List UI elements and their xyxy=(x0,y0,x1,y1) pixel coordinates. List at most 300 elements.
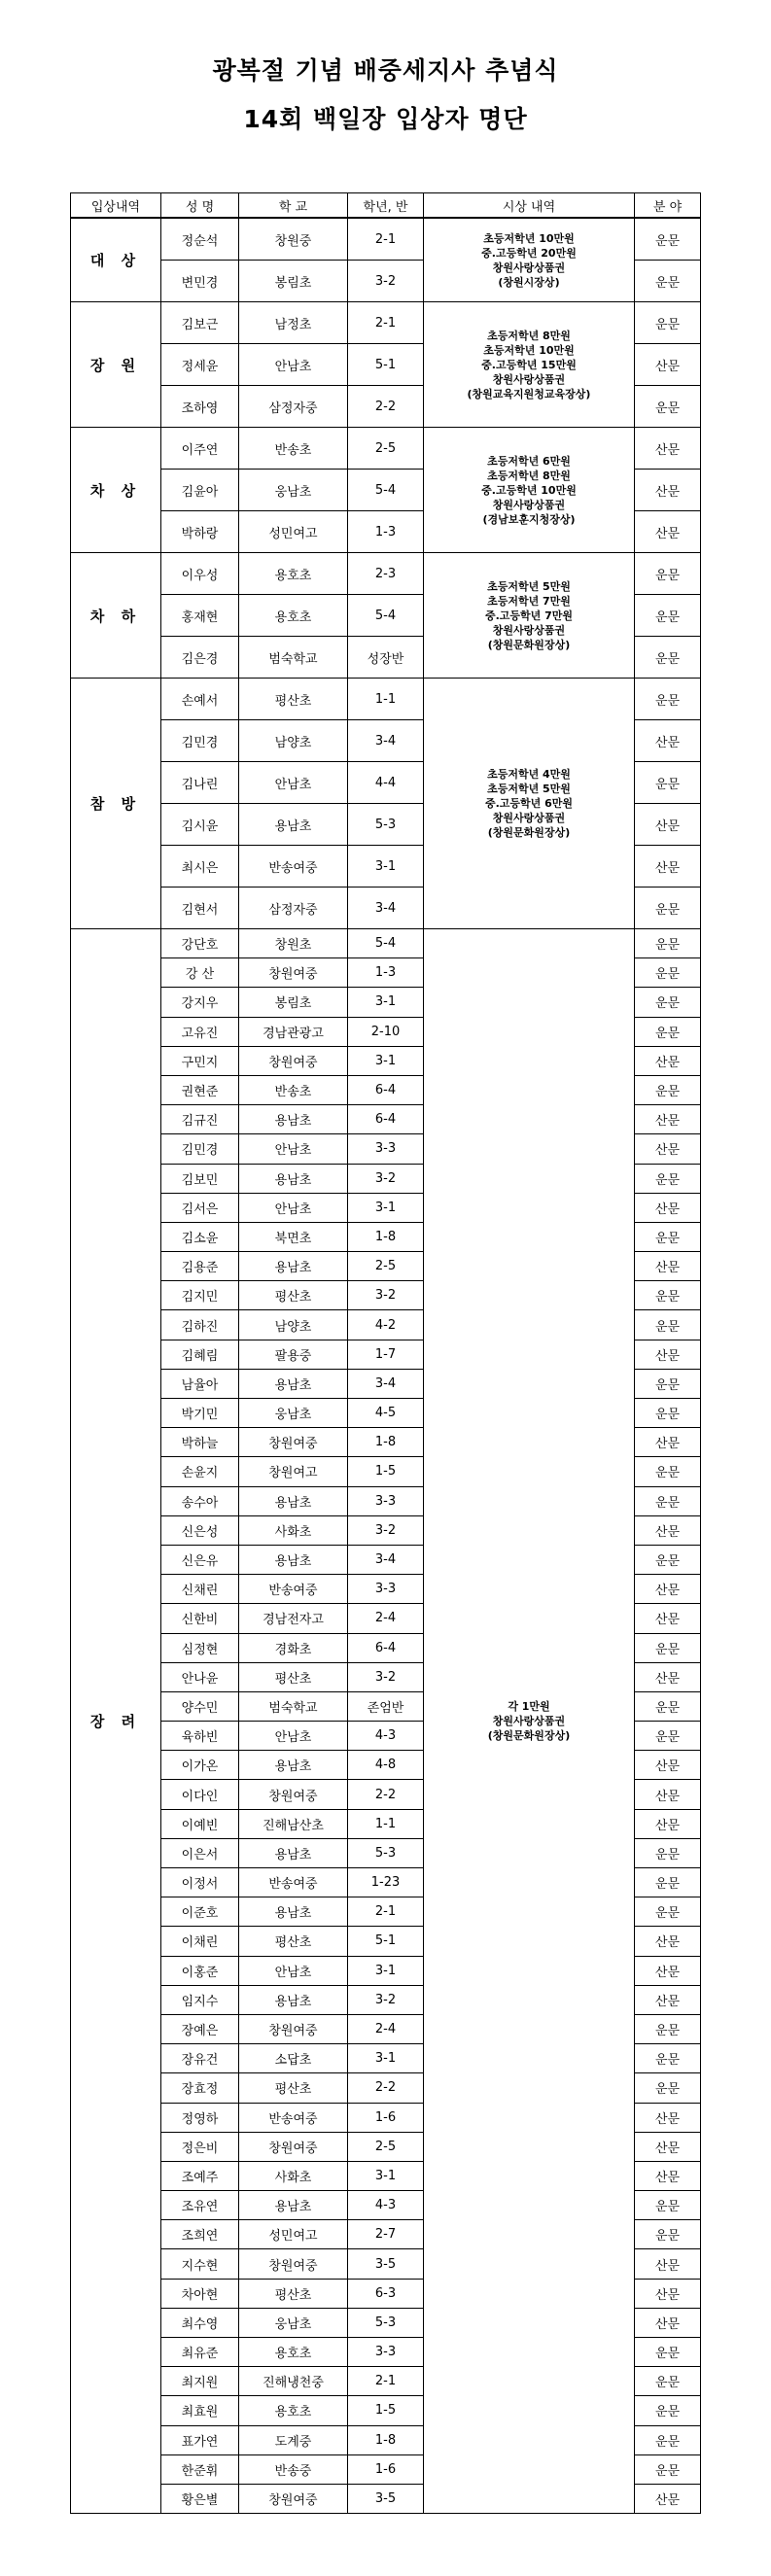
prize-line: (경남보훈지청장상) xyxy=(482,512,576,526)
school-name: 창원여중 xyxy=(239,2249,348,2279)
student-name: 이은서 xyxy=(161,1838,239,1867)
grade-class: 2-5 xyxy=(348,2132,424,2161)
school-name: 경화초 xyxy=(239,1633,348,1662)
prize-details xyxy=(424,428,635,553)
student-name: 김규진 xyxy=(161,1105,239,1134)
student-name: 구민지 xyxy=(161,1046,239,1075)
school-name: 창원여중 xyxy=(239,958,348,988)
grade-class: 3-2 xyxy=(348,1662,424,1691)
student-name: 송수아 xyxy=(161,1486,239,1515)
grade-class: 1-1 xyxy=(348,1809,424,1838)
grade-class: 4-3 xyxy=(348,1722,424,1751)
grade-class: 1-8 xyxy=(348,1428,424,1457)
school-name: 용남초 xyxy=(239,1486,348,1515)
school-name: 용남초 xyxy=(239,1164,348,1193)
writing-field: 운문 xyxy=(635,595,701,637)
student-name: 김은경 xyxy=(161,637,239,679)
school-name: 사화초 xyxy=(239,2161,348,2190)
student-name: 김현서 xyxy=(161,888,239,929)
grade-class: 2-10 xyxy=(348,1017,424,1046)
grade-class: 2-1 xyxy=(348,302,424,344)
school-name: 용남초 xyxy=(239,1751,348,1780)
writing-field: 산문 xyxy=(635,1751,701,1780)
writing-field: 산문 xyxy=(635,1956,701,1985)
grade-class: 4-2 xyxy=(348,1310,424,1340)
grade-class: 3-4 xyxy=(348,888,424,929)
school-name: 창원여중 xyxy=(239,1428,348,1457)
student-name: 김용준 xyxy=(161,1252,239,1281)
school-name: 용호초 xyxy=(239,595,348,637)
prize-line: 초등저학년 5만원 xyxy=(487,579,571,593)
grade-class: 3-5 xyxy=(348,2249,424,2279)
school-name: 범숙학교 xyxy=(239,1691,348,1721)
awards-table xyxy=(70,192,701,2514)
writing-field: 운문 xyxy=(635,1457,701,1486)
writing-field: 운문 xyxy=(635,637,701,679)
table-row xyxy=(71,302,701,344)
writing-field: 운문 xyxy=(635,1897,701,1927)
grade-class: 2-1 xyxy=(348,2367,424,2396)
school-name: 평산초 xyxy=(239,2073,348,2103)
student-name: 김소윤 xyxy=(161,1222,239,1251)
grade-class: 1-3 xyxy=(348,958,424,988)
student-name: 신한비 xyxy=(161,1604,239,1633)
writing-field: 운문 xyxy=(635,1545,701,1574)
school-name: 창원여중 xyxy=(239,1780,348,1809)
grade-class: 4-4 xyxy=(348,762,424,804)
student-name: 강 산 xyxy=(161,958,239,988)
school-name: 안남초 xyxy=(239,344,348,386)
grade-class: 6-4 xyxy=(348,1633,424,1662)
grade-class: 1-5 xyxy=(348,1457,424,1486)
grade-class: 2-2 xyxy=(348,2073,424,2103)
student-name: 장예은 xyxy=(161,2014,239,2043)
table-row xyxy=(71,553,701,595)
student-name: 김나린 xyxy=(161,762,239,804)
school-name: 안남초 xyxy=(239,762,348,804)
school-name: 경남관광고 xyxy=(239,1017,348,1046)
prize-line: 초등저학년 10만원 xyxy=(483,343,575,357)
school-name: 창원여중 xyxy=(239,2484,348,2513)
prize-details xyxy=(424,302,635,428)
student-name: 손윤지 xyxy=(161,1457,239,1486)
grade-class: 3-2 xyxy=(348,1281,424,1310)
writing-field: 산문 xyxy=(635,846,701,888)
writing-field: 운문 xyxy=(635,1281,701,1310)
writing-field: 운문 xyxy=(635,1868,701,1897)
writing-field: 운문 xyxy=(635,2396,701,2425)
grade-class: 2-4 xyxy=(348,1604,424,1633)
student-name: 홍재현 xyxy=(161,595,239,637)
writing-field: 산문 xyxy=(635,344,701,386)
grade-class: 3-3 xyxy=(348,1486,424,1515)
prize-line: 초등저학년 6만원 xyxy=(487,454,571,468)
school-name: 소답초 xyxy=(239,2044,348,2073)
grade-class: 3-4 xyxy=(348,720,424,762)
writing-field: 운문 xyxy=(635,1722,701,1751)
student-name: 한준휘 xyxy=(161,2454,239,2484)
school-name: 용남초 xyxy=(239,804,348,846)
student-name: 이가온 xyxy=(161,1751,239,1780)
writing-field: 운문 xyxy=(635,958,701,988)
writing-field: 산문 xyxy=(635,2132,701,2161)
grade-class: 3-3 xyxy=(348,2338,424,2367)
school-name: 반송중 xyxy=(239,2454,348,2484)
student-name: 심정현 xyxy=(161,1633,239,1662)
grade-class: 1-6 xyxy=(348,2103,424,2132)
grade-class: 1-7 xyxy=(348,1340,424,1369)
prize-line: 창원사랑상품권 xyxy=(492,623,566,637)
school-name: 용호초 xyxy=(239,553,348,595)
writing-field: 산문 xyxy=(635,2161,701,2190)
school-name: 평산초 xyxy=(239,1927,348,1956)
writing-field: 산문 xyxy=(635,2103,701,2132)
grade-class: 1-8 xyxy=(348,2425,424,2454)
header-prize: 시상 내역 xyxy=(424,193,635,219)
school-name: 평산초 xyxy=(239,2279,348,2308)
student-name: 임지수 xyxy=(161,1985,239,2014)
writing-field: 산문 xyxy=(635,511,701,553)
school-name: 용호초 xyxy=(239,2396,348,2425)
student-name: 이예빈 xyxy=(161,1809,239,1838)
writing-field: 산문 xyxy=(635,1662,701,1691)
award-category: 장 원 xyxy=(71,302,161,428)
writing-field: 운문 xyxy=(635,1075,701,1104)
school-name: 사화초 xyxy=(239,1515,348,1545)
school-name: 삼정자중 xyxy=(239,386,348,428)
writing-field: 운문 xyxy=(635,553,701,595)
writing-field: 운문 xyxy=(635,1310,701,1340)
school-name: 용호초 xyxy=(239,2338,348,2367)
student-name: 김보근 xyxy=(161,302,239,344)
school-name: 반송여중 xyxy=(239,1868,348,1897)
writing-field: 운문 xyxy=(635,2044,701,2073)
writing-field: 운문 xyxy=(635,1691,701,1721)
school-name: 안남초 xyxy=(239,1956,348,1985)
student-name: 김하진 xyxy=(161,1310,239,1340)
student-name: 김혜림 xyxy=(161,1340,239,1369)
writing-field: 운문 xyxy=(635,679,701,720)
grade-class: 6-3 xyxy=(348,2279,424,2308)
writing-field: 운문 xyxy=(635,2073,701,2103)
grade-class: 5-3 xyxy=(348,1838,424,1867)
writing-field: 운문 xyxy=(635,1164,701,1193)
school-name: 진해냉천중 xyxy=(239,2367,348,2396)
grade-class: 3-4 xyxy=(348,1545,424,1574)
award-category: 차 상 xyxy=(71,428,161,553)
grade-class: 4-5 xyxy=(348,1399,424,1428)
prize-line: (창원문화원장상) xyxy=(487,826,571,839)
header-name: 성 명 xyxy=(161,193,239,219)
student-name: 차아현 xyxy=(161,2279,239,2308)
writing-field: 운문 xyxy=(635,2220,701,2249)
grade-class: 5-3 xyxy=(348,804,424,846)
school-name: 용남초 xyxy=(239,1545,348,1574)
writing-field: 산문 xyxy=(635,1575,701,1604)
grade-class: 1-1 xyxy=(348,679,424,720)
prize-line: 창원사랑상품권 xyxy=(492,498,566,511)
student-name: 권현준 xyxy=(161,1075,239,1104)
prize-line: 초등저학년 10만원 xyxy=(483,231,575,245)
grade-class: 2-4 xyxy=(348,2014,424,2043)
writing-field: 운문 xyxy=(635,261,701,302)
writing-field: 운문 xyxy=(635,1838,701,1867)
grade-class: 5-4 xyxy=(348,595,424,637)
prize-line: 중.고등학년 20만원 xyxy=(481,246,577,260)
student-name: 이홍준 xyxy=(161,1956,239,1985)
writing-field: 운문 xyxy=(635,1486,701,1515)
grade-class: 1-23 xyxy=(348,1868,424,1897)
school-name: 북면초 xyxy=(239,1222,348,1251)
writing-field: 운문 xyxy=(635,988,701,1017)
writing-field: 산문 xyxy=(635,470,701,511)
writing-field: 산문 xyxy=(635,1105,701,1134)
student-name: 이준호 xyxy=(161,1897,239,1927)
student-name: 장효정 xyxy=(161,2073,239,2103)
school-name: 남정초 xyxy=(239,302,348,344)
grade-class: 3-2 xyxy=(348,1985,424,2014)
school-name: 팔용중 xyxy=(239,1340,348,1369)
student-name: 안나윤 xyxy=(161,1662,239,1691)
student-name: 김시윤 xyxy=(161,804,239,846)
writing-field: 산문 xyxy=(635,2308,701,2337)
school-name: 창원초 xyxy=(239,929,348,958)
title-line-2: 14회 백일장 입상자 명단 xyxy=(243,105,528,133)
student-name: 김민경 xyxy=(161,720,239,762)
student-name: 이주연 xyxy=(161,428,239,470)
prize-details xyxy=(424,218,635,302)
prize-line: 초등저학년 5만원 xyxy=(487,783,571,795)
student-name: 지수현 xyxy=(161,2249,239,2279)
grade-class: 2-5 xyxy=(348,1252,424,1281)
writing-field: 운문 xyxy=(635,929,701,958)
writing-field: 산문 xyxy=(635,1046,701,1075)
student-name: 김윤아 xyxy=(161,470,239,511)
school-name: 용남초 xyxy=(239,1252,348,1281)
award-category: 참 방 xyxy=(71,679,161,929)
school-name: 웅남초 xyxy=(239,2308,348,2337)
writing-field: 산문 xyxy=(635,1340,701,1369)
school-name: 삼정자중 xyxy=(239,888,348,929)
grade-class: 3-5 xyxy=(348,2484,424,2513)
header-field: 분 야 xyxy=(635,193,701,219)
writing-field: 산문 xyxy=(635,2279,701,2308)
school-name: 남양초 xyxy=(239,1310,348,1340)
writing-field: 운문 xyxy=(635,1222,701,1251)
school-name: 경남전자고 xyxy=(239,1604,348,1633)
student-name: 최지원 xyxy=(161,2367,239,2396)
grade-class: 3-1 xyxy=(348,988,424,1017)
grade-class: 3-1 xyxy=(348,1956,424,1985)
grade-class: 2-7 xyxy=(348,2220,424,2249)
awards-table-body xyxy=(71,218,701,2514)
student-name: 고유진 xyxy=(161,1017,239,1046)
writing-field: 산문 xyxy=(635,1134,701,1164)
writing-field: 산문 xyxy=(635,428,701,470)
school-name: 평산초 xyxy=(239,1662,348,1691)
prize-line: 중.고등학년 6만원 xyxy=(484,797,574,810)
school-name: 도계중 xyxy=(239,2425,348,2454)
grade-class: 3-2 xyxy=(348,1164,424,1193)
table-row xyxy=(71,218,701,261)
school-name: 창원중 xyxy=(239,218,348,261)
school-name: 용남초 xyxy=(239,1897,348,1927)
school-name: 용남초 xyxy=(239,1838,348,1867)
prize-line: (창원문화원장상) xyxy=(487,638,571,651)
grade-class: 3-4 xyxy=(348,1369,424,1398)
grade-class: 3-1 xyxy=(348,2161,424,2190)
prize-line: (창원문화원장상) xyxy=(487,1729,571,1743)
award-category: 차 하 xyxy=(71,553,161,679)
student-name: 강단호 xyxy=(161,929,239,958)
header-category: 입상내역 xyxy=(71,193,161,219)
award-category: 장 려 xyxy=(71,929,161,2514)
writing-field: 운문 xyxy=(635,2367,701,2396)
student-name: 손예서 xyxy=(161,679,239,720)
student-name: 박하랑 xyxy=(161,511,239,553)
prize-line: 창원사랑상품권 xyxy=(492,812,566,824)
table-row xyxy=(71,428,701,470)
table-row xyxy=(71,679,701,720)
grade-class: 5-1 xyxy=(348,344,424,386)
writing-field: 산문 xyxy=(635,1780,701,1809)
student-name: 최효원 xyxy=(161,2396,239,2425)
grade-class: 3-2 xyxy=(348,1515,424,1545)
grade-class: 6-4 xyxy=(348,1075,424,1104)
writing-field: 산문 xyxy=(635,1985,701,2014)
grade-class: 3-3 xyxy=(348,1134,424,1164)
school-name: 창원여중 xyxy=(239,1046,348,1075)
table-row xyxy=(71,929,701,958)
writing-field: 산문 xyxy=(635,1927,701,1956)
school-name: 진해남산초 xyxy=(239,1809,348,1838)
writing-field: 산문 xyxy=(635,2249,701,2279)
student-name: 변민경 xyxy=(161,261,239,302)
writing-field: 운문 xyxy=(635,762,701,804)
grade-class: 2-1 xyxy=(348,218,424,261)
writing-field: 산문 xyxy=(635,720,701,762)
grade-class: 6-4 xyxy=(348,1105,424,1134)
student-name: 이정서 xyxy=(161,1868,239,1897)
prize-details xyxy=(424,553,635,679)
grade-class: 성장반 xyxy=(348,637,424,679)
writing-field: 운문 xyxy=(635,2454,701,2484)
school-name: 봉림초 xyxy=(239,261,348,302)
student-name: 황은별 xyxy=(161,2484,239,2513)
student-name: 육하빈 xyxy=(161,1722,239,1751)
student-name: 최유준 xyxy=(161,2338,239,2367)
prize-line: (창원교육지원청교육장상) xyxy=(467,387,591,400)
student-name: 정순석 xyxy=(161,218,239,261)
grade-class: 3-2 xyxy=(348,261,424,302)
school-name: 평산초 xyxy=(239,679,348,720)
school-name: 반송여중 xyxy=(239,846,348,888)
student-name: 정은비 xyxy=(161,2132,239,2161)
grade-class: 4-8 xyxy=(348,1751,424,1780)
school-name: 용남초 xyxy=(239,2191,348,2220)
header-school: 학 교 xyxy=(239,193,348,219)
grade-class: 1-5 xyxy=(348,2396,424,2425)
student-name: 최시은 xyxy=(161,846,239,888)
writing-field: 운문 xyxy=(635,302,701,344)
school-name: 창원여중 xyxy=(239,2014,348,2043)
writing-field: 산문 xyxy=(635,1809,701,1838)
grade-class: 5-3 xyxy=(348,2308,424,2337)
student-name: 강지우 xyxy=(161,988,239,1017)
prize-line: 중.고등학년 15만원 xyxy=(481,358,577,371)
writing-field: 산문 xyxy=(635,804,701,846)
student-name: 신채린 xyxy=(161,1575,239,1604)
prize-line: 각 1만원 xyxy=(508,1700,550,1714)
student-name: 장유건 xyxy=(161,2044,239,2073)
student-name: 조하영 xyxy=(161,386,239,428)
school-name: 안남초 xyxy=(239,1193,348,1222)
header-grade: 학년, 반 xyxy=(348,193,424,219)
student-name: 조예주 xyxy=(161,2161,239,2190)
grade-class: 5-1 xyxy=(348,1927,424,1956)
grade-class: 2-5 xyxy=(348,428,424,470)
student-name: 양수민 xyxy=(161,1691,239,1721)
writing-field: 운문 xyxy=(635,1369,701,1398)
student-name: 조희연 xyxy=(161,2220,239,2249)
student-name: 김보민 xyxy=(161,1164,239,1193)
grade-class: 1-3 xyxy=(348,511,424,553)
writing-field: 산문 xyxy=(635,2484,701,2513)
writing-field: 산문 xyxy=(635,1193,701,1222)
student-name: 박하늘 xyxy=(161,1428,239,1457)
grade-class: 3-1 xyxy=(348,1046,424,1075)
grade-class: 2-3 xyxy=(348,553,424,595)
writing-field: 운문 xyxy=(635,218,701,261)
prize-details xyxy=(424,679,635,929)
grade-class: 2-1 xyxy=(348,1897,424,1927)
writing-field: 운문 xyxy=(635,2191,701,2220)
prize-line: 초등저학년 8만원 xyxy=(487,329,571,342)
prize-line: 초등저학년 8만원 xyxy=(487,469,571,482)
writing-field: 운문 xyxy=(635,1017,701,1046)
school-name: 성민여고 xyxy=(239,511,348,553)
prize-details xyxy=(424,929,635,2514)
school-name: 반송초 xyxy=(239,1075,348,1104)
writing-field: 산문 xyxy=(635,1428,701,1457)
grade-class: 3-1 xyxy=(348,2044,424,2073)
student-name: 이다인 xyxy=(161,1780,239,1809)
grade-class: 2-2 xyxy=(348,386,424,428)
prize-line: (창원시장상) xyxy=(498,275,560,289)
student-name: 남율아 xyxy=(161,1369,239,1398)
school-name: 범숙학교 xyxy=(239,637,348,679)
grade-class: 3-1 xyxy=(348,846,424,888)
school-name: 창원여중 xyxy=(239,2132,348,2161)
writing-field: 운문 xyxy=(635,2425,701,2454)
header-row xyxy=(71,193,701,219)
writing-field: 산문 xyxy=(635,1252,701,1281)
grade-class: 존엄반 xyxy=(348,1691,424,1721)
school-name: 성민여고 xyxy=(239,2220,348,2249)
student-name: 정영하 xyxy=(161,2103,239,2132)
student-name: 이채린 xyxy=(161,1927,239,1956)
writing-field: 운문 xyxy=(635,2014,701,2043)
grade-class: 4-3 xyxy=(348,2191,424,2220)
grade-class: 5-4 xyxy=(348,470,424,511)
prize-line: 중.고등학년 10만원 xyxy=(481,483,577,497)
prize-line: 창원사랑상품권 xyxy=(492,261,566,274)
grade-class: 3-1 xyxy=(348,1193,424,1222)
writing-field: 산문 xyxy=(635,1515,701,1545)
prize-line: 창원사랑상품권 xyxy=(492,1715,566,1728)
school-name: 안남초 xyxy=(239,1134,348,1164)
writing-field: 산문 xyxy=(635,1604,701,1633)
